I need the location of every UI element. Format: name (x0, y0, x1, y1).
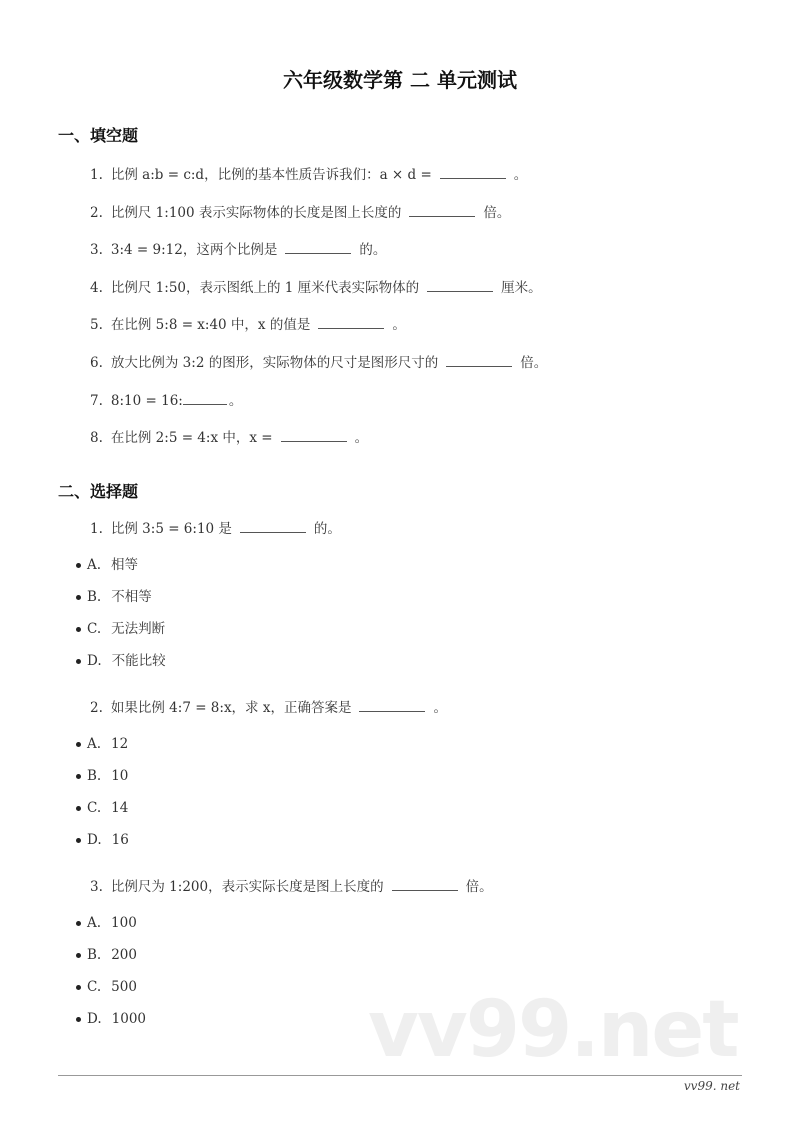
question-item (90, 518, 341, 539)
question-suffix: 倍。 (465, 879, 493, 895)
question-number: 7. (90, 392, 103, 409)
footer-text: vv99. net (683, 1079, 740, 1093)
bullet-icon (76, 953, 81, 958)
watermark: vv99.net (368, 985, 738, 1075)
question-text: 如果比例 4:7 = 8:x，求 x，正确答案是 (110, 700, 352, 716)
option-d[interactable] (76, 651, 166, 671)
question-suffix: 厘米。 (501, 279, 542, 296)
option-d[interactable] (76, 1009, 146, 1029)
question-item (90, 352, 547, 373)
option-label: C. (87, 800, 102, 816)
question-item (90, 390, 242, 411)
bullet-icon (76, 921, 81, 926)
option-a[interactable] (76, 555, 138, 575)
option-text: 10 (111, 768, 129, 784)
option-c[interactable] (76, 977, 137, 997)
question-text: 比例 a:b = c:d，比例的基本性质告诉我们：a × d = (110, 167, 432, 183)
bullet-icon (76, 806, 81, 811)
answer-blank[interactable] (359, 697, 425, 712)
question-item (90, 239, 386, 260)
question-text: 3:4 = 9:12，这两个比例是 (110, 242, 278, 259)
option-label: A. (87, 557, 102, 573)
option-text: 不相等 (111, 589, 152, 605)
section-heading-fill-blank: 一、填空题 (58, 126, 139, 145)
question-item (90, 427, 368, 448)
bullet-icon (76, 838, 81, 843)
question-suffix: 的。 (313, 521, 341, 537)
footer-divider (58, 1075, 742, 1076)
option-text: 500 (111, 979, 137, 995)
option-text: 100 (111, 915, 137, 931)
question-number: 6. (90, 355, 103, 371)
question-number: 3. (90, 242, 103, 259)
option-text: 16 (111, 832, 129, 848)
option-b[interactable] (76, 766, 128, 786)
question-text: 放大比例为 3:2 的图形，实际物体的尺寸是图形尺寸的 (110, 355, 439, 371)
question-number: 5. (90, 317, 103, 334)
option-label: B. (87, 947, 102, 963)
question-item (90, 277, 542, 298)
option-a[interactable] (76, 734, 128, 754)
question-number: 3. (90, 879, 103, 895)
question-suffix: 。 (433, 700, 447, 716)
answer-blank[interactable] (446, 352, 512, 367)
answer-blank[interactable] (318, 314, 384, 329)
question-number: 8. (90, 430, 103, 447)
question-text: 在比例 5:8 = x:40 中，x 的值是 (110, 317, 311, 334)
option-label: B. (87, 768, 102, 784)
question-suffix: 倍。 (520, 355, 548, 371)
question-number: 2. (90, 700, 103, 716)
answer-blank[interactable] (240, 518, 306, 533)
answer-blank[interactable] (285, 239, 351, 254)
section-heading-multiple-choice: 二、选择题 (58, 482, 139, 501)
question-item (90, 314, 406, 335)
question-suffix: 的。 (359, 242, 387, 259)
option-b[interactable] (76, 587, 152, 607)
option-d[interactable] (76, 830, 129, 850)
option-label: B. (87, 589, 102, 605)
bullet-icon (76, 742, 81, 747)
option-c[interactable] (76, 619, 165, 639)
option-text: 相等 (111, 557, 139, 573)
option-text: 不能比较 (111, 653, 166, 669)
page-title: 六年级数学第 二 单元测试 (283, 68, 517, 92)
question-item (90, 164, 527, 185)
question-suffix: 。 (354, 430, 369, 447)
question-text: 在比例 2:5 = 4:x 中，x = (110, 430, 273, 447)
question-number: 4. (90, 279, 103, 296)
option-label: D. (87, 832, 102, 848)
option-label: D. (87, 653, 102, 669)
option-label: D. (87, 1011, 102, 1027)
option-text: 14 (111, 800, 129, 816)
question-text: 比例尺 1:50，表示图纸上的 1 厘米代表实际物体的 (110, 279, 420, 296)
question-text: 8:10 = 16: (110, 392, 183, 409)
bullet-icon (76, 985, 81, 990)
question-number: 2. (90, 204, 103, 221)
bullet-icon (76, 595, 81, 600)
option-text: 1000 (111, 1011, 146, 1027)
option-text: 无法判断 (111, 621, 166, 637)
question-text: 比例尺 1:100 表示实际物体的长度是图上长度的 (110, 204, 402, 221)
answer-blank[interactable] (427, 277, 493, 292)
question-item (90, 202, 510, 223)
option-c[interactable] (76, 798, 128, 818)
option-label: A. (87, 915, 102, 931)
question-suffix: 。 (513, 167, 528, 183)
question-suffix: 。 (392, 317, 406, 334)
question-number: 1. (90, 521, 103, 537)
answer-blank[interactable] (281, 427, 347, 442)
question-text: 比例 3:5 = 6:10 是 (110, 521, 232, 537)
bullet-icon (76, 1017, 81, 1022)
question-item (90, 697, 447, 718)
option-a[interactable] (76, 913, 137, 933)
answer-blank[interactable] (440, 164, 506, 179)
bullet-icon (76, 659, 81, 664)
bullet-icon (76, 627, 81, 632)
bullet-icon (76, 563, 81, 568)
option-b[interactable] (76, 945, 137, 965)
option-label: C. (87, 621, 102, 637)
question-number: 1. (90, 167, 103, 183)
option-text: 200 (111, 947, 137, 963)
question-suffix: 倍。 (483, 204, 511, 221)
option-text: 12 (111, 736, 129, 752)
answer-blank[interactable] (409, 202, 475, 217)
answer-blank[interactable] (183, 390, 227, 405)
bullet-icon (76, 774, 81, 779)
option-label: A. (87, 736, 102, 752)
answer-blank[interactable] (392, 876, 458, 891)
option-label: C. (87, 979, 102, 995)
question-suffix: 。 (228, 392, 243, 409)
question-item (90, 876, 493, 897)
question-text: 比例尺为 1:200，表示实际长度是图上长度的 (110, 879, 384, 895)
